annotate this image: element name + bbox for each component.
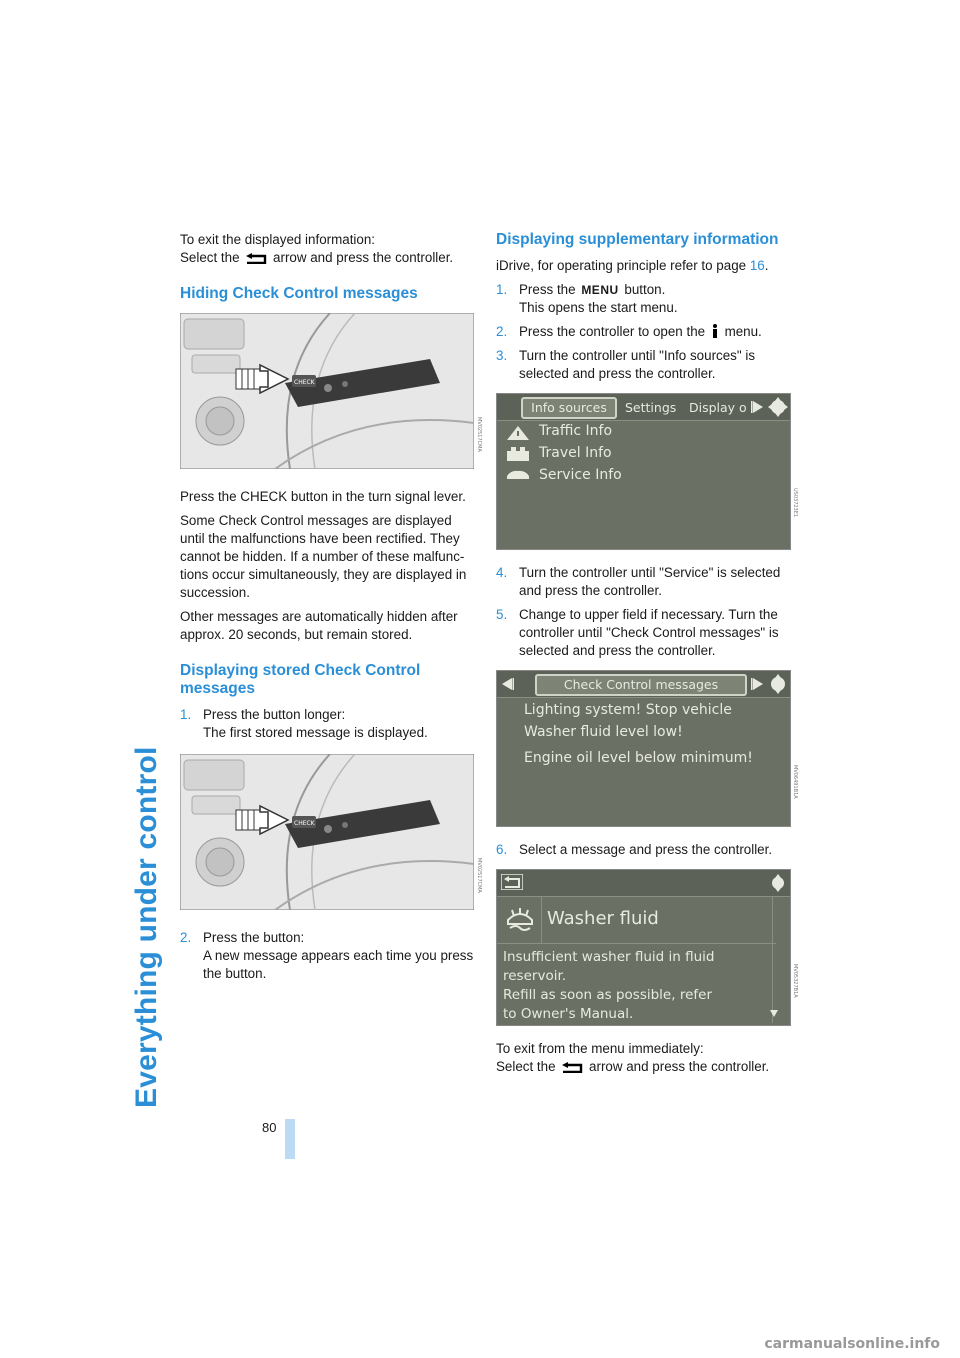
check-control-messages-title[interactable]: Check Control messages [535,674,747,696]
traffic-info-icon [507,426,529,440]
scroll-right-icon [751,677,765,691]
check-button-label: CHECK [294,820,315,827]
divider [497,943,776,944]
turn-signal-lever-image [180,754,474,910]
menu-item-travel-info[interactable]: Travel Info [539,445,612,461]
press-check-paragraph: Press the CHECK button in the turn signal lever. [180,489,466,504]
figure-code: MV05327B1A [792,964,798,998]
message-item[interactable]: Lighting system! Stop vehicle [524,702,732,718]
side-section-title: Everything under control [130,746,163,1108]
idrive-screen-info-sources [496,393,798,550]
exit-menu-instruction-1: To exit from the menu immediately: [496,1041,704,1056]
menu-button-symbol: MENU [581,283,619,297]
scroll-down-icon[interactable] [770,1010,778,1018]
controller-icon [768,397,788,417]
persistent-messages-paragraph: Some Check Control messages are displayed until the malfunctions have been rectified. They cannot be hidden. If a number of these malfunc-tions occur simultaneously, they are displayed in succession. [180,513,467,600]
step-2: 2. Press the controller to open the menu. [496,324,762,339]
back-arrow-icon[interactable] [501,874,523,890]
figure-code: US03723E1 [792,488,798,518]
heading-stored-messages: Displaying stored Check Control messages [180,662,421,697]
heading-hiding-messages: Hiding Check Control messages [180,285,418,302]
page-number: 80 [262,1120,277,1135]
tab-settings[interactable]: Settings [625,400,677,415]
idrive-screen-check-control [496,670,798,827]
turn-signal-lever-figure-1 [180,313,482,474]
idrive-reference: iDrive, for operating principle refer to page 16. [496,258,769,273]
auto-hide-paragraph: Other messages are automatically hidden after approx. 20 seconds, but remain stored. [180,609,458,642]
tab-display[interactable]: Display o [689,400,747,415]
scroll-right-icon [751,400,765,414]
step-4: 4. Turn the controller until "Service" is selected and press the controller. [496,565,781,598]
watermark: carmanualsonline.info [764,1336,940,1352]
controller-icon [768,674,788,694]
message-title: Washer fluid [547,908,659,929]
page-marker-bar [285,1119,295,1159]
idrive-screen-washer-fluid [496,869,798,1026]
left-column [180,231,482,989]
menu-item-service-info[interactable]: Service Info [539,467,622,483]
exit-menu-instruction-2: Select the arrow and press the controller. [496,1059,770,1074]
step-6: 6. Select a message and press the controller. [496,842,773,857]
tab-info-sources[interactable]: Info sources [521,397,617,419]
travel-info-icon [507,447,529,461]
controller-icon [769,874,787,892]
figure-code: MV02517CMA [476,858,482,893]
step-1: 1. Press the button longer: The first stored message is displayed. [180,707,428,740]
washer-fluid-icon [506,906,534,932]
info-icon [711,324,719,338]
page-reference-link[interactable]: 16 [749,258,765,273]
back-arrow-icon [245,252,267,264]
exit-instruction-1: To exit the displayed information: [180,232,376,247]
scrollbar-track[interactable] [772,897,773,1023]
message-item[interactable]: Engine oil level below minimum! [524,750,753,766]
step-3: 3. Turn the controller until "Info sources" is selected and press the controller. [496,348,756,381]
turn-signal-lever-image [180,313,474,469]
figure-code: MV02517CMA [476,417,482,452]
exit-instruction-2: Select the arrow and press the controller. [180,250,454,265]
service-info-icon [507,470,529,480]
back-arrow-icon [561,1061,583,1073]
heading-supplementary: Displaying supplementary information [496,231,779,248]
right-column [496,231,798,1082]
message-item[interactable]: Washer fluid level low! [524,724,683,740]
step-1: 1. Press the MENU button. This opens the start menu. [496,282,678,315]
screen-title-bar [497,870,790,897]
step-2: 2. Press the button: A new message appears each time you press the button. [180,930,474,981]
figure-code: MV06491B1A [792,765,798,799]
menu-item-traffic-info[interactable]: Traffic Info [539,423,613,439]
step-5: 5. Change to upper field if necessary. Turn the controller until "Check Control messages" is selected and press the controller. [496,607,779,658]
check-button-label: CHECK [294,379,315,386]
scroll-left-icon [500,677,514,691]
message-body: Insufficient washer fluid in fluid reservoir. Refill as soon as possible, refer to Owner's Manual. [503,949,715,1022]
turn-signal-lever-figure-2 [180,754,482,915]
